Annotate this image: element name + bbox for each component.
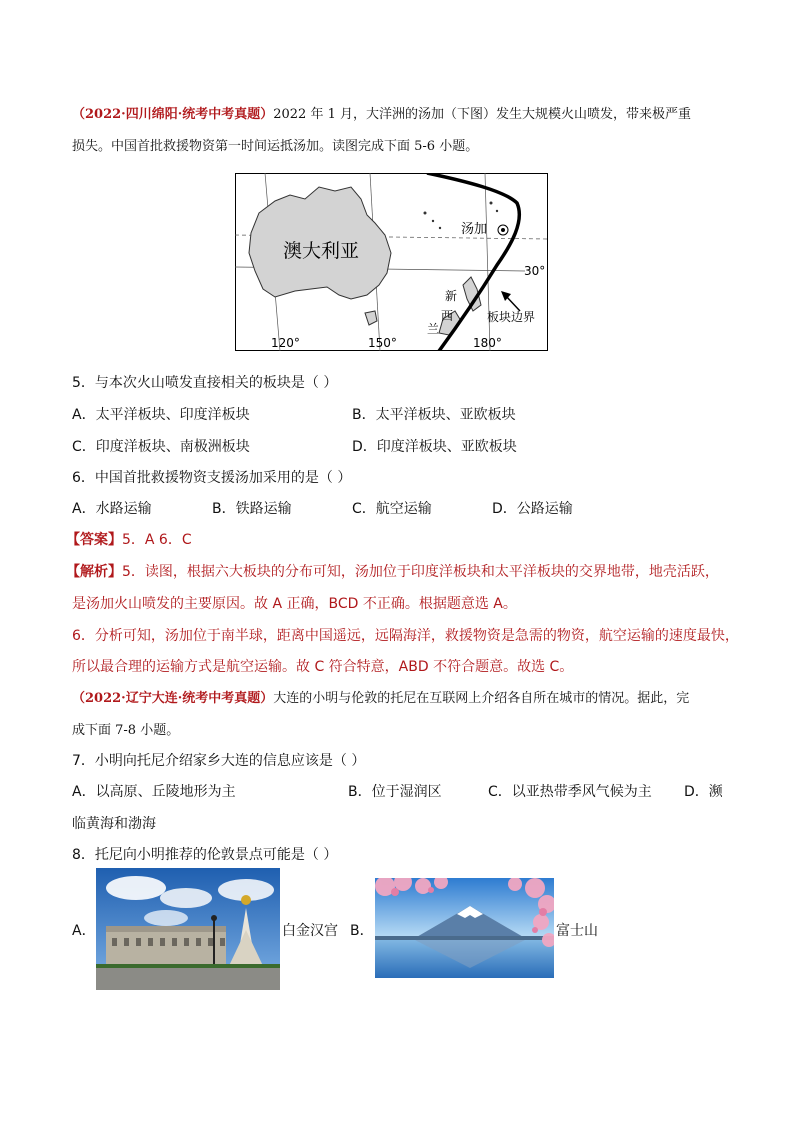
source-tag: （2022·四川绵阳·统考中考真题） bbox=[72, 107, 274, 122]
analysis-line-1 bbox=[66, 561, 719, 581]
q6-option-d[interactable]: D．公路运输 bbox=[492, 501, 573, 517]
label-lon-180: 180° bbox=[473, 336, 502, 350]
analysis-line-3: 6．分析可知，汤加位于南半球，距离中国遥远，远隔海洋，救援物资是急需的物资，航空运输的速度最快， bbox=[72, 628, 739, 644]
label-lon-120: 120° bbox=[271, 336, 300, 350]
question-5-stem: 5．与本次火山喷发直接相关的板块是（ ） bbox=[72, 375, 338, 391]
label-plate-boundary: 板块边界 bbox=[487, 310, 536, 324]
label-nz-2: 西 bbox=[441, 309, 454, 323]
question-8-stem: 8．托尼向小明推荐的伦敦景点可能是（ ） bbox=[72, 847, 338, 863]
intro2-text: 大连的小明与伦敦的托尼在互联网上介绍各自所在城市的情况。据此，完 bbox=[273, 691, 690, 706]
q5-option-d[interactable]: D．印度洋板块、亚欧板块 bbox=[352, 439, 517, 455]
q8-option-a-caption: 白金汉宫 bbox=[282, 923, 338, 939]
answer-text: 5．A 6．C bbox=[122, 532, 192, 548]
q7-option-d-cont: 临黄海和渤海 bbox=[72, 816, 156, 832]
q6-option-b[interactable]: B．铁路运输 bbox=[212, 501, 292, 517]
q5-option-b[interactable]: B．太平洋板块、亚欧板块 bbox=[352, 407, 516, 423]
analysis-tag: 【解析】 bbox=[66, 564, 122, 580]
intro2-line-1 bbox=[72, 687, 689, 706]
tonga-map bbox=[235, 173, 548, 351]
q7-option-c[interactable]: C．以亚热带季风气候为主 bbox=[488, 784, 652, 800]
label-tonga: 汤加 bbox=[461, 222, 488, 237]
q5-option-c[interactable]: C．印度洋板块、南极洲板块 bbox=[72, 439, 250, 455]
source-tag-2: （2022·辽宁大连·统考中考真题） bbox=[72, 691, 274, 706]
analysis-line-2: 是汤加火山喷发的主要原因。故 A 正确，BCD 不正确。根据题意选 A。 bbox=[72, 596, 517, 612]
label-lat-30: 30° bbox=[524, 264, 546, 278]
mount-fuji-photo bbox=[375, 878, 554, 978]
q7-option-d[interactable]: D．濒 bbox=[684, 784, 723, 800]
analysis-text-1: 5．读图，根据六大板块的分布可知，汤加位于印度洋板块和太平洋板块的交界地带，地壳活跃， bbox=[122, 564, 719, 580]
label-lon-150: 150° bbox=[368, 336, 397, 350]
intro-line-1 bbox=[72, 103, 691, 122]
answer-line bbox=[66, 529, 192, 549]
question-6-stem: 6．中国首批救援物资支援汤加采用的是（ ） bbox=[72, 470, 352, 486]
q8-option-a-letter[interactable]: A． bbox=[72, 923, 96, 939]
question-7-stem: 7．小明向托尼介绍家乡大连的信息应该是（ ） bbox=[72, 753, 366, 769]
intro-line-2: 损失。中国首批救援物资第一时间运抵汤加。读图完成下面 5-6 小题。 bbox=[72, 139, 479, 154]
q5-option-a[interactable]: A．太平洋板块、印度洋板块 bbox=[72, 407, 250, 423]
q7-option-a[interactable]: A．以高原、丘陵地形为主 bbox=[72, 784, 236, 800]
q8-option-b-letter[interactable]: B． bbox=[350, 923, 374, 939]
label-nz-1: 新 bbox=[445, 289, 458, 303]
q8-option-b-caption: 富士山 bbox=[556, 923, 598, 939]
q6-option-c[interactable]: C．航空运输 bbox=[352, 501, 432, 517]
answer-tag: 【答案】 bbox=[66, 532, 122, 548]
intro-text: 2022 年 1 月，大洋洲的汤加（下图）发生大规模火山喷发，带来极严重 bbox=[273, 107, 691, 122]
buckingham-palace-photo bbox=[96, 868, 280, 990]
label-australia: 澳大利亚 bbox=[283, 240, 360, 262]
analysis-line-4: 所以最合理的运输方式是航空运输。故 C 符合特意，ABD 不符合题意。故选 C。 bbox=[72, 659, 574, 675]
q6-option-a[interactable]: A．水路运输 bbox=[72, 501, 152, 517]
intro2-line-2: 成下面 7-8 小题。 bbox=[72, 723, 180, 738]
q7-option-b[interactable]: B．位于湿润区 bbox=[348, 784, 442, 800]
label-nz-3: 兰 bbox=[427, 322, 440, 336]
